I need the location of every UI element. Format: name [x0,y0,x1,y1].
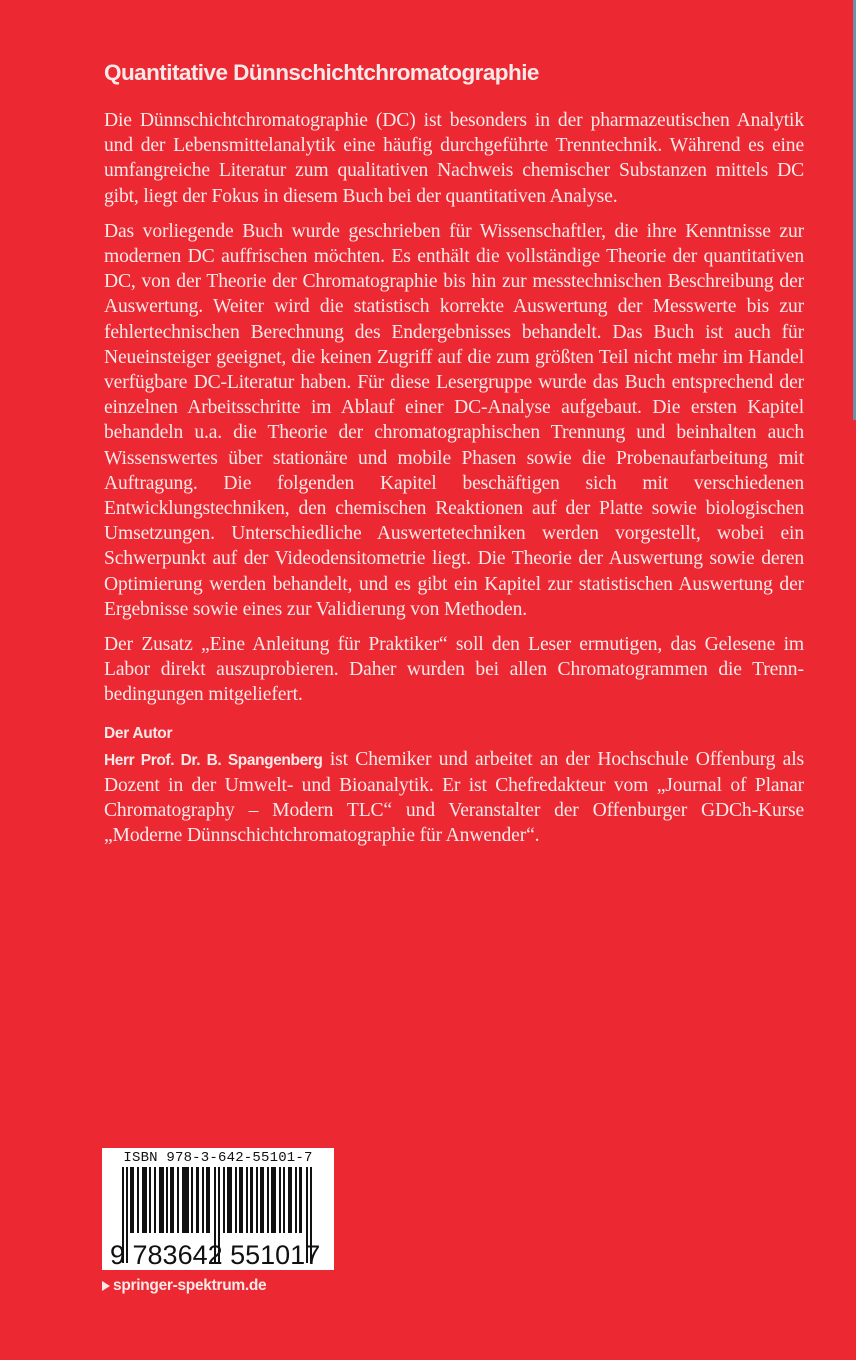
author-bio [104,747,804,849]
isbn-barcode [102,1148,334,1270]
description-paragraph-2: Das vorliegende Buch wurde geschrieben für Wissenschaftler, die ihre Kenntnisse zur modernen DC auffrischen möchten. Es enthält die vollständige Theorie der quantitativen DC, von der Theorie der Chromatographie bis hin zur messtechnischen Beschreibung der Auswertung. Weiter wird die statistisch korrekte Auswertung der Messwerte bis zur fehlertechnischen Berechnung des Endergebnisses behandelt. Das Buch ist auch für Neueinsteiger geeignet, die keinen Zugriff auf die zum größten Teil nicht mehr im Handel verfügbare DC-Literatur haben. Für diese Lesergruppe wurde das Buch entsprechend der einzelnen Arbeitsschritte im Ablauf einer DC-Analyse aufgebaut. Die ersten Kapitel behandeln u.a. die Theorie der chromatographischen Trennung und beinhalten auch Wissenswertes über stationäre und mobile Phasen sowie die Probenaufarbeitung mit Auftragung. Die folgenden Kapitel beschäftigen sich mit verschiedenen Entwicklungstechniken, den chemischen Reaktionen auf der Platte sowie biologischen Umsetzungen. Unterschiedliche Auswertetechniken werden vorgestellt, wobei ein Schwerpunkt auf der Videodensitometrie liegt. Die Theorie der Auswertung sowie deren Optimierung werden behandelt, und es gibt ein Kapitel zur statistischen Auswertung der Ergebnisse sowie eines zur Validierung von Methoden. [104,220,804,620]
triangle-right-icon [102,1281,110,1291]
description-paragraph-3: Der Zusatz „Eine Anleitung für Praktiker“ soll den Leser ermutigen, das Gelesene im Labor direkt auszuprobieren. Daher wurden bei allen Chromatogrammen die Trennbedingungen mitgeliefert. [104,634,804,706]
author-name: Herr Prof. Dr. B. Spangenberg [104,751,323,769]
back-cover-text [104,58,804,858]
book-title: Quantitative Dünnschichtchromatographie [104,60,539,85]
website-label: springer-spektrum.de [113,1277,267,1294]
description-paragraph-1: Die Dünnschichtchromatographie (DC) ist besonders in der pharmazeutischen Analytik und der Lebensmittelanalytik eine häufig durchgeführte Trenntechnik. Während es eine umfangreiche Literatur zum qualitativen Nachweis chemischer Substanzen mittels DC gibt, liegt der Fokus in diesem Buch bei der quantitativen Analyse. [104,110,804,207]
isbn-label: ISBN 978-3-642-55101-7 [123,1150,313,1166]
author-bio-text: ist Chemiker und arbeitet an der Hochschule Offenburg als Dozent in der Umwelt- und Bioanalytik. Er ist Chefredakteur vom „Journal of Planar Chromatography – Modern TLC“ und Veranstalter der Offenburger GDCh-Kurse „Moderne Dünnschichtchromatographie für Anwender“. [104,748,804,847]
barcode-digits: 9 783642 551017 [110,1240,321,1270]
author-heading: Der Autor [104,724,173,742]
publisher-website-link[interactable] [102,1277,266,1295]
